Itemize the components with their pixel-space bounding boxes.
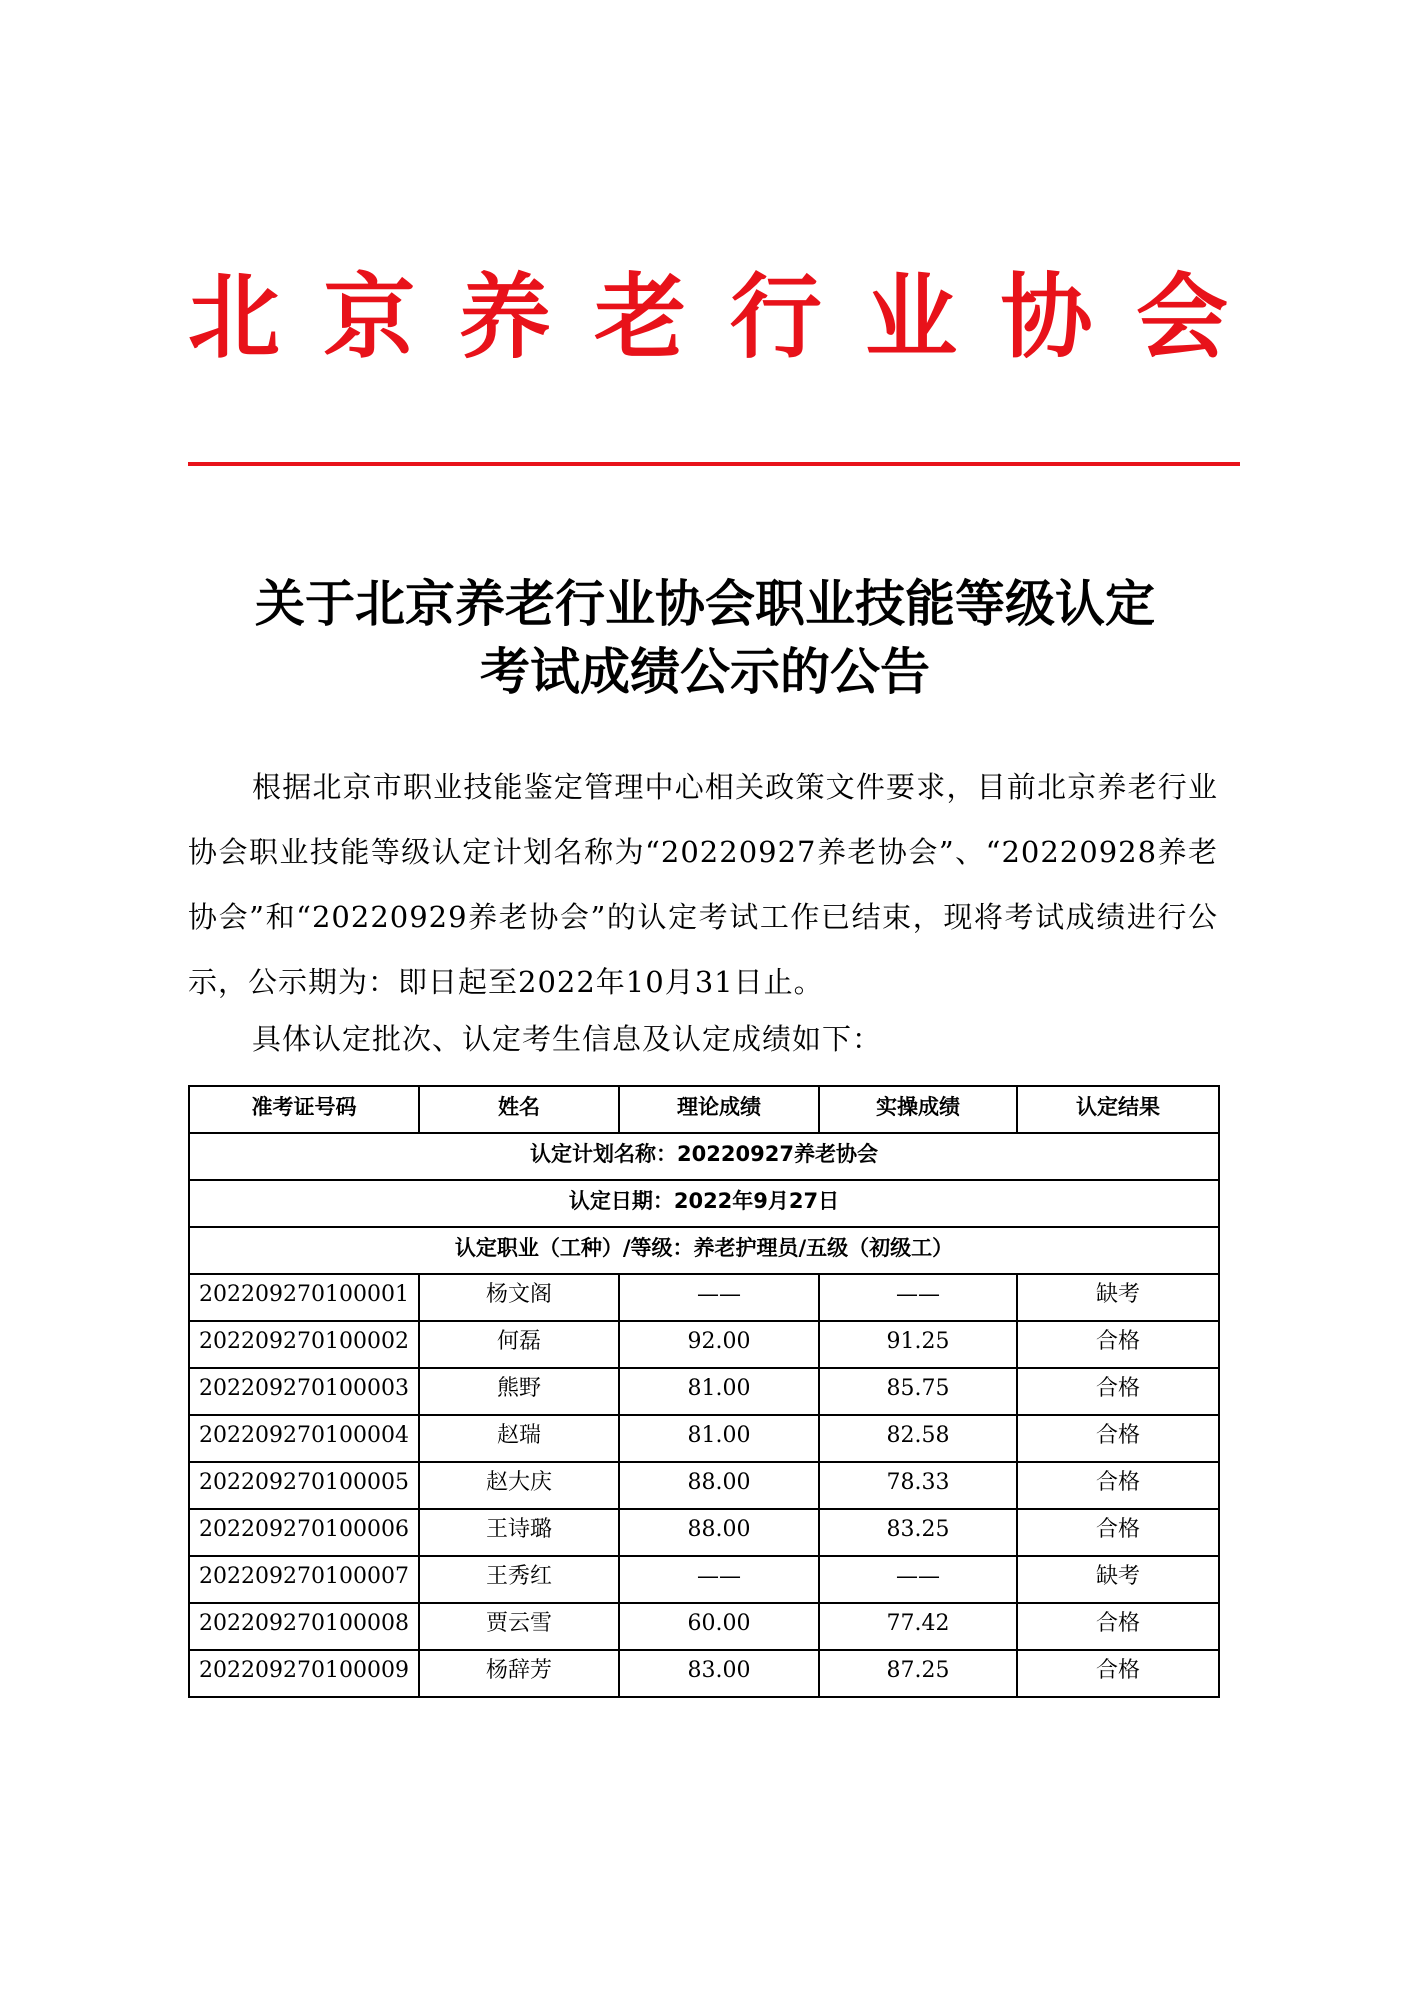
ticket-number-cell: 202209270100008 [189,1603,419,1650]
practical-score-cell: —— [819,1556,1017,1603]
theory-score-cell: 83.00 [619,1650,819,1697]
header-theory-score: 理论成绩 [619,1086,819,1133]
result-cell: 合格 [1017,1650,1219,1697]
name-cell: 杨辞芳 [419,1650,619,1697]
name-cell: 赵大庆 [419,1462,619,1509]
plan-name: 认定计划名称：20220927养老协会 [189,1133,1219,1180]
notice-paragraph: 根据北京市职业技能鉴定管理中心相关政策文件要求，目前北京养老行业协会职业技能等级认定计划名称为“20220927养老协会”、“20220928养老协会”和“20220929养老协会”的认定考试工作已结束，现将考试成绩进行公示，公示期为：即日起至2022年10月31日止。 [188,770,1218,999]
name-cell: 何磊 [419,1321,619,1368]
notice-title-line-1: 关于北京养老行业协会职业技能等级认定 [255,574,1155,633]
name-cell: 王诗璐 [419,1509,619,1556]
theory-score-cell: 81.00 [619,1368,819,1415]
theory-score-cell: —— [619,1556,819,1603]
exam-date: 认定日期：2022年9月27日 [189,1180,1219,1227]
result-cell: 合格 [1017,1462,1219,1509]
practical-score-cell: 85.75 [819,1368,1017,1415]
ticket-number-cell: 202209270100004 [189,1415,419,1462]
practical-score-cell: 82.58 [819,1415,1017,1462]
notice-title-line-2: 考试成绩公示的公告 [480,642,930,701]
table-intro: 具体认定批次、认定考生信息及认定成绩如下： [252,1022,883,1056]
letterhead-char: 养 [458,263,551,371]
table-row [189,1274,1219,1321]
ticket-number-cell: 202209270100006 [189,1509,419,1556]
letterhead-char: 京 [323,263,416,371]
ticket-number-cell: 202209270100001 [189,1274,419,1321]
ticket-number-cell: 202209270100002 [189,1321,419,1368]
table-row [189,1368,1219,1415]
practical-score-cell: 77.42 [819,1603,1017,1650]
table-row [189,1462,1219,1509]
header-ticket-number: 准考证号码 [189,1086,419,1133]
header-name: 姓名 [419,1086,619,1133]
ticket-number-cell: 202209270100005 [189,1462,419,1509]
letterhead-char: 会 [1135,263,1228,371]
occupation-level: 认定职业（工种）/等级：养老护理员/五级（初级工） [189,1227,1219,1274]
result-cell: 缺考 [1017,1274,1219,1321]
ticket-number-cell: 202209270100007 [189,1556,419,1603]
letterhead-char: 业 [865,263,958,371]
ticket-number-cell: 202209270100009 [189,1650,419,1697]
result-cell: 合格 [1017,1368,1219,1415]
theory-score-cell: 92.00 [619,1321,819,1368]
result-cell: 合格 [1017,1321,1219,1368]
ticket-number-cell: 202209270100003 [189,1368,419,1415]
theory-score-cell: 88.00 [619,1462,819,1509]
practical-score-cell: 83.25 [819,1509,1017,1556]
practical-score-cell: 78.33 [819,1462,1017,1509]
name-cell: 熊野 [419,1368,619,1415]
result-cell: 合格 [1017,1509,1219,1556]
letterhead-char: 北 [188,263,281,371]
result-cell: 合格 [1017,1603,1219,1650]
table-row [189,1603,1219,1650]
header-practical-score: 实操成绩 [819,1086,1017,1133]
letterhead-char: 老 [594,263,687,371]
theory-score-cell: 88.00 [619,1509,819,1556]
practical-score-cell: 91.25 [819,1321,1017,1368]
name-cell: 王秀红 [419,1556,619,1603]
result-cell: 缺考 [1017,1556,1219,1603]
theory-score-cell: —— [619,1274,819,1321]
occupation-row [189,1227,1219,1274]
table-row [189,1321,1219,1368]
table-row [189,1509,1219,1556]
letterhead-divider [188,462,1240,466]
theory-score-cell: 81.00 [619,1415,819,1462]
scores-table [188,1085,1220,1698]
name-cell: 贾云雪 [419,1603,619,1650]
theory-score-cell: 60.00 [619,1603,819,1650]
practical-score-cell: 87.25 [819,1650,1017,1697]
table-row [189,1415,1219,1462]
table-header-row [189,1086,1219,1133]
practical-score-cell: —— [819,1274,1017,1321]
table-row [189,1650,1219,1697]
letterhead-title [188,262,1228,372]
table-row [189,1556,1219,1603]
letterhead-char: 行 [729,263,822,371]
header-result: 认定结果 [1017,1086,1219,1133]
notice-title [150,570,1260,706]
plan-row [189,1133,1219,1180]
name-cell: 杨文阁 [419,1274,619,1321]
name-cell: 赵瑞 [419,1415,619,1462]
result-cell: 合格 [1017,1415,1219,1462]
letterhead-char: 协 [1000,263,1093,371]
date-row [189,1180,1219,1227]
